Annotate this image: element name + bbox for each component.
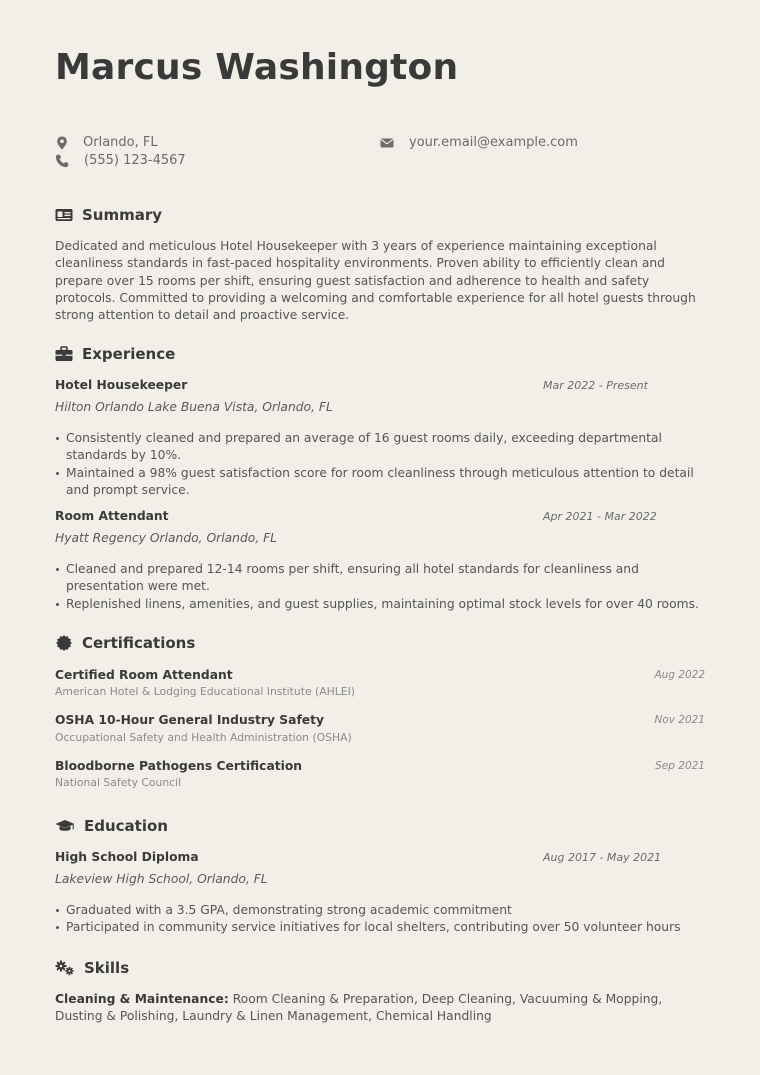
school-name: Lakeview High School, Orlando, FL — [55, 872, 268, 886]
education-heading: Education — [84, 817, 168, 835]
job-org: Hyatt Regency Orlando, Orlando, FL — [55, 531, 278, 545]
email-link[interactable]: your.email@example.com — [409, 135, 578, 150]
job-bullets — [55, 430, 705, 499]
certifications-heading: Certifications — [82, 634, 196, 652]
graduation-cap-icon — [55, 818, 75, 834]
education-dates: Aug 2017 - May 2021 — [543, 851, 662, 864]
experience-header — [55, 345, 175, 363]
summary-text: Dedicated and meticulous Hotel Housekeeper with 3 years of experience maintaining exceptional cleanliness standards in fast-paced hospitality environments. Proven ability to efficiently clean and prepare over 15 rooms per shift, ensuring guest satisfaction and adherence to health and safety protocols. Committed to providing a welcoming and comfortable experience for all hotel guests through strong attention to detail and proactive service. — [55, 239, 696, 323]
cert-date: Sep 2021 — [655, 760, 705, 772]
list-item: Consistently cleaned and prepared an average of 16 guest rooms daily, exceeding departmental standards by 10%. — [55, 430, 705, 465]
degree-title: High School Diploma — [55, 850, 199, 864]
certificate-icon — [55, 635, 73, 651]
education-header — [55, 817, 168, 835]
list-item: Graduated with a 3.5 GPA, demonstrating strong academic commitment — [55, 902, 705, 919]
list-item: Cleaned and prepared 12-14 rooms per shift, ensuring all hotel standards for cleanliness and presentation were met. — [55, 561, 705, 596]
cert-title: OSHA 10-Hour General Industry Safety — [55, 713, 325, 727]
contact-phone — [55, 153, 186, 168]
skills-text — [55, 991, 705, 1026]
contact-email — [380, 135, 578, 150]
job-dates: Mar 2022 - Present — [543, 379, 648, 392]
cert-org: American Hotel & Lodging Educational Institute (AHLEI) — [55, 685, 355, 698]
skills-category: Cleaning & Maintenance: — [55, 992, 229, 1006]
location-text: Orlando, FL — [83, 135, 158, 150]
cert-date: Nov 2021 — [654, 714, 705, 726]
cert-date: Aug 2022 — [654, 669, 705, 681]
envelope-icon — [380, 136, 394, 150]
cert-org: Occupational Safety and Health Administration (OSHA) — [55, 731, 352, 744]
summary-header — [55, 206, 162, 224]
map-marker-icon — [55, 136, 69, 150]
job-bullets — [55, 561, 705, 613]
skills-list: Room Cleaning & Preparation, Deep Cleaning, Vacuuming & Mopping, Dusting & Polishing, Laundry & Linen Management, Chemical Handling — [55, 992, 663, 1024]
list-item: Participated in community service initiatives for local shelters, contributing over 50 volunteer hours — [55, 919, 705, 936]
job-title: Room Attendant — [55, 509, 169, 523]
job-dates: Apr 2021 - Mar 2022 — [543, 510, 657, 523]
experience-heading: Experience — [82, 345, 176, 363]
job-title: Hotel Housekeeper — [55, 378, 188, 392]
resume-page — [55, 0, 705, 1075]
briefcase-icon — [55, 346, 73, 362]
contact-location — [55, 135, 158, 150]
summary-heading: Summary — [82, 206, 163, 224]
cert-title: Certified Room Attendant — [55, 668, 233, 682]
cert-title: Bloodborne Pathogens Certification — [55, 759, 303, 773]
phone-icon — [55, 154, 69, 168]
cert-org: National Safety Council — [55, 776, 182, 789]
list-item: Replenished linens, amenities, and guest supplies, maintaining optimal stock levels for over 40 rooms. — [55, 596, 705, 613]
list-item: Maintained a 98% guest satisfaction score for room cleanliness through meticulous attention to detail and prompt service. — [55, 465, 705, 500]
job-org: Hilton Orlando Lake Buena Vista, Orlando, FL — [55, 400, 333, 414]
id-card-icon — [55, 207, 73, 223]
skills-heading: Skills — [84, 959, 130, 977]
candidate-name: Marcus Washington — [55, 47, 459, 88]
education-bullets — [55, 902, 705, 937]
skills-header — [55, 959, 129, 977]
gears-icon — [55, 960, 75, 976]
certifications-header — [55, 634, 195, 652]
phone-text: (555) 123-4567 — [84, 153, 186, 168]
